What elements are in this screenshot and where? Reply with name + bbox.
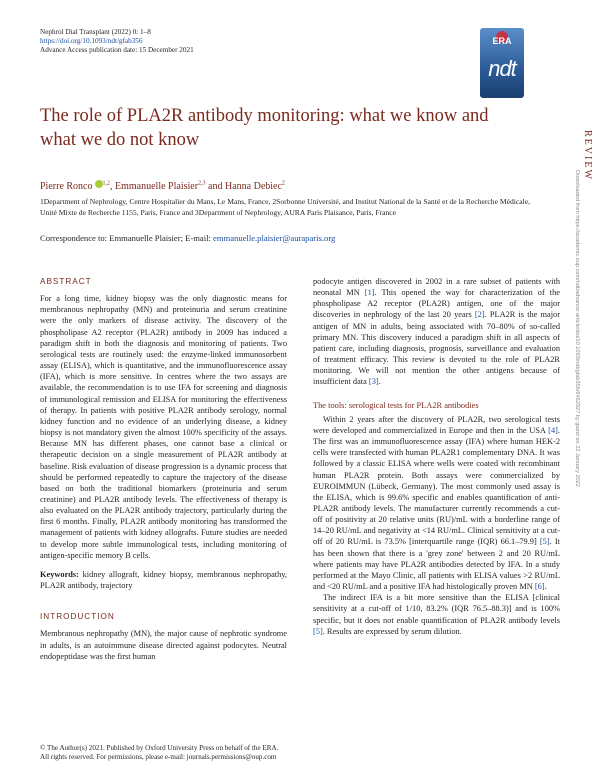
author-name[interactable]: Pierre Ronco (40, 181, 93, 192)
citation-link[interactable]: [4] (548, 425, 558, 435)
body-text: . The first was an immunofluorescence assay (IFA) where human HEK-2 cells were transfected with human PLA2R1 complementary DNA. It was followed by a classic ELISA where wells were coated with recombinant human PLA2R protein. Both assays were commercialized by EUROIMMUN (Lübeck, Germany). The most commonly used assay is the ELISA, which is 99.6% specific and enables quantification of anti-PLA2R antibody levels. The manufacturer currently recommends a cut-off of positivity at 20 relative units (RU)/mL with a borderline range of 14–20 RU/mL and negativity at <14 RU/mL. Clinical sensitivity at a cut-off of 20 RU/mL is 73.5% [interquartile range (IQR) 66.1–79.9] (313, 425, 560, 547)
correspondence-email-link[interactable]: emmanuelle.plaisier@auraparis.org (213, 233, 336, 243)
logo-era-text: ERA (492, 36, 512, 46)
access-date: Advance Access publication date: 15 December 2021 (40, 46, 194, 54)
citation-link[interactable]: [3] (368, 377, 379, 387)
citation-link[interactable]: [5] (313, 626, 323, 636)
article-title: The role of PLA2R antibody monitoring: what we know and what we do not know (40, 106, 489, 150)
intro-continuation (313, 276, 560, 388)
orcid-icon[interactable] (95, 180, 103, 188)
left-column (40, 276, 287, 662)
journal-logo (480, 28, 524, 98)
download-notice (574, 170, 580, 730)
keywords (40, 569, 287, 591)
body-text: . It has been shown that there is a 'grey zone' between 2 and 20 RU/mL where patients may have PLA2R antibodies detected by IFA. In a study performed at the Mayo Clinic, all patients with ELISA values >2 RU/mL and <20 RU/mL and a positive IFA had histologically proven MN (313, 537, 560, 592)
abstract-heading: ABSTRACT (40, 277, 92, 286)
author-affil-sup: 2,3 (198, 180, 206, 187)
intro-text: . PLA2R is the major antigen of MN in adults, being associated with 70–80% of so-called primary MN. This discovery induced a paradigm shift in all aspects of patient care, including diagnosis, prognosis, surveillance and evaluation of treatment efficacy. This review is devoted to the role of PLA2R monitoring. We will not mention the other antigens because of insufficient data (313, 310, 560, 387)
body-text: Within 2 years after the discovery of PLA2R, two serological tests were developed and commercialized in Europe and then in the USA (313, 414, 560, 435)
download-notice-text: Downloaded from https://academic.oup.com/ndt/advance-article/doi/10.1093/ndt/gfab356/6462927 by guest on 22 January 2022 (574, 170, 580, 487)
copyright-footer (40, 744, 278, 762)
doi-link[interactable]: https://doi.org/10.1093/ndt/gfab356 (40, 37, 143, 45)
keywords-text: kidney allograft, kidney biopsy, membranous nephropathy, PLA2R antibody, trajectory (40, 569, 287, 591)
intro-text: podocyte antigen discovered in 2002 in a rare subset of patients with neonatal MN (313, 277, 560, 298)
right-column (313, 276, 560, 637)
article-type-label: REVIEW (582, 130, 593, 181)
keywords-label: Keywords: (40, 569, 79, 579)
author-affil-sup: 2 (281, 180, 285, 187)
correspondence-label: Correspondence to: Emmanuelle Plaisier; E-mail: (40, 233, 214, 243)
article-type-tab (578, 130, 600, 220)
permissions-line: All rights reserved. For permissions, please e-mail: journals.permissions@oup.com (40, 753, 277, 762)
author-list (40, 180, 285, 192)
tools-paragraph-1 (313, 414, 560, 593)
author-separator: , (110, 181, 115, 192)
body-text: The indirect IFA is a bit more sensitive than the ELISA [clinical sensitivity at a cut-off of 1/10, 83.2% (IQR 76.5–88.3)] and is 100% specific, but it does not enable quantification of PLA2R antibody levels (313, 593, 560, 625)
citation-link[interactable]: [5] (539, 537, 550, 547)
affiliations: 1Department of Nephrology, Centre Hospitalier du Mans, Le Mans, France, 2Sorbonne Université, and Institut National de la Santé et de la Recherche Médicale, Unité Mixte de Recherche 1155, Paris, France and 3Department of Nephrology, AURA Paris Plaisance, Paris, France (40, 197, 531, 217)
author-affil-sup: 1,2 (102, 180, 110, 187)
tools-paragraph-2 (313, 592, 560, 637)
author-separator: and (205, 181, 225, 192)
citation-link[interactable]: [1] (364, 288, 375, 298)
author-name[interactable]: Hanna Debiec (225, 181, 282, 192)
introduction-text: Membranous nephropathy (MN), the major cause of nephrotic syndrome in adults, is an autoimmune disease directed against podocytes. Neutral endopeptidase was the first human (40, 629, 287, 661)
correspondence (40, 233, 335, 243)
copyright-line: © The Author(s) 2021. Published by Oxford University Press on behalf of the ERA. (40, 744, 279, 752)
logo-ndt-text: ndt (488, 56, 516, 81)
intro-text: . (378, 377, 381, 387)
body-text: . (544, 582, 547, 592)
author-name[interactable]: Emmanuelle Plaisier (115, 181, 199, 192)
tools-heading: The tools: serological tests for PLA2R antibodies (313, 400, 479, 410)
journal-citation: Nephrol Dial Transplant (2022) 0: 1–8 (40, 28, 151, 36)
body-text: . Results are expressed by serum dilution. (322, 626, 462, 636)
citation-link[interactable]: [6] (534, 582, 545, 592)
abstract-text: For a long time, kidney biopsy was the only diagnostic means for membranous nephropathy (MN) and proteinuria and serum creatinine were the only markers of disease activity. The discovery of the phospholipase A2 receptor (PLA2R) antibody in 2009 has induced a paradigm shift in both the diagnosis and monitoring of patients. Two serological tests are routinely used: the enzyme-linked immunosorbent assay (ELISA), which is quantitative, and the immunofluorescence assay (IFA), which is more sensitive. In centres where the two assays are available, the recommendation is to use IFA for screening and diagnosis of immunological remission and ELISA for monitoring the effectiveness of therapy. In patients with positive PLA2R antibody serology, normal kidney function and no evidence of an underlying disease, a kidney biopsy is not mandatory given the almost 100% specificity of the assays. Because MN has different phases, one cannot base a clinical or therapeutic decision on a single measurement of PLA2R antibody at baseline. Risk evaluation of disease progression is a dynamic process that should be performed repeatedly to capture the trajectory of the disease based on both the traditional biomarkers (proteinuria and serum creatinine) and PLA2R antibody levels. The effectiveness of therapy is also evaluated on the PLA2R antibody trajectory, particularly during the first 6 months. Finally, PLA2R antibody monitoring has transformed the management of patients with kidney allografts. Future studies are needed to develop more subtle immunological tests, including monitoring of antigen-specific memory B cells. (40, 294, 287, 560)
intro-text: . This opened the way for characterization of the phospholipase A2 receptor (PLA2R) antigen, one of the major discoveries in nephrology of the last 20 years (313, 288, 560, 320)
introduction-heading: INTRODUCTION (40, 612, 115, 622)
citation-link[interactable]: [2] (474, 310, 485, 320)
